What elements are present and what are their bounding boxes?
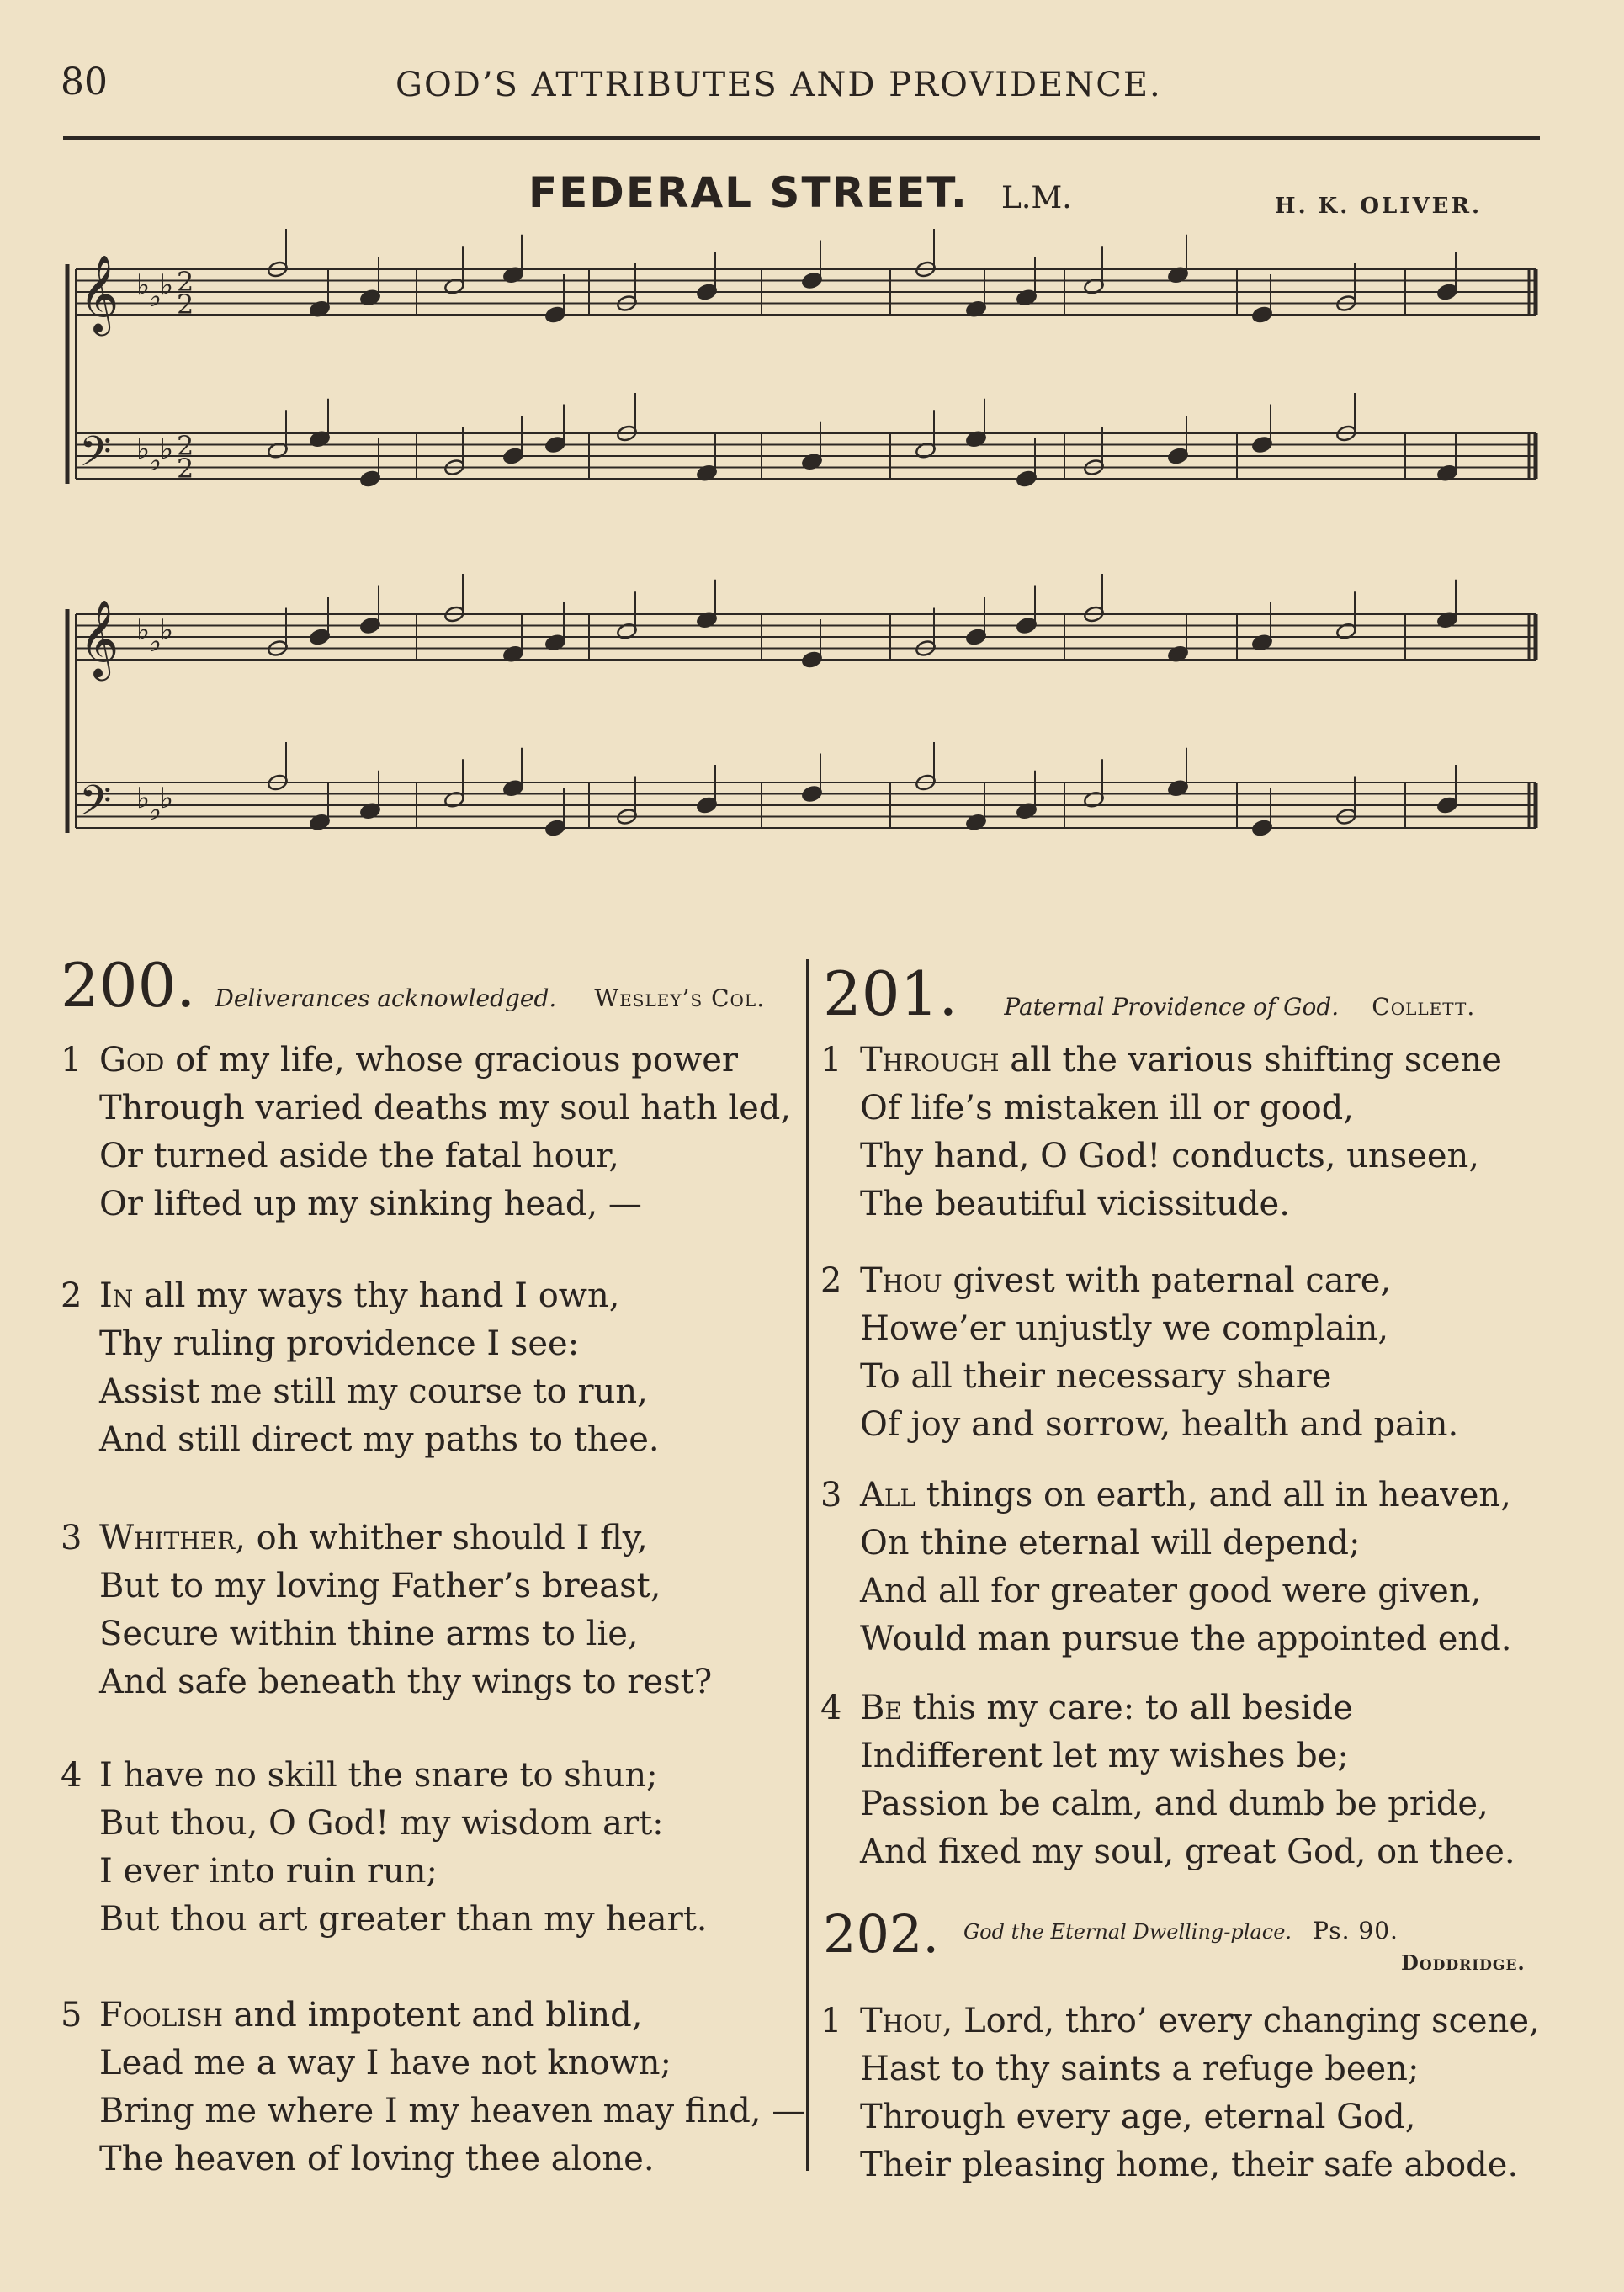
verse-line: Assist me still my course to run, (99, 1372, 648, 1411)
verse-number: 5 (61, 1996, 82, 2035)
running-title: GOD’S ATTRIBUTES AND PROVIDENCE. (395, 66, 1162, 104)
verse-line: On thine eternal will depend; (860, 1524, 1361, 1562)
verse-line: And all for greater good were given, (860, 1572, 1482, 1610)
verse-line: Whither, oh whither should I fly, (99, 1519, 648, 1557)
svg-text:♭: ♭ (148, 793, 162, 827)
svg-text:2: 2 (177, 289, 194, 321)
verse-line: And still direct my paths to thee. (99, 1420, 660, 1459)
verse-line: Bring me where I my heaven may find, — (99, 2092, 806, 2130)
verse-line: Through varied deaths my soul hath led, (99, 1089, 792, 1127)
verse-line: Of joy and sorrow, health and pain. (860, 1405, 1459, 1444)
verse-number: 4 (61, 1756, 82, 1795)
verse-line: And safe beneath thy wings to rest? (99, 1663, 713, 1701)
verse-number: 1 (61, 1041, 82, 1080)
hymn-201-source: Collett. (1372, 993, 1476, 1021)
verse-line: Their pleasing home, their safe abode. (860, 2146, 1519, 2184)
verse-line: But to my loving Father’s breast, (99, 1567, 661, 1605)
svg-text:2: 2 (177, 453, 194, 485)
verse-line: Howe’er unjustly we complain, (860, 1309, 1389, 1348)
svg-text:♭: ♭ (148, 625, 162, 659)
hymn-202-source: Doddridge. (1401, 1950, 1526, 1975)
hymn-201-title: Paternal Providence of God. (1004, 993, 1340, 1021)
svg-text:𝄞: 𝄞 (79, 599, 119, 677)
verse-line: I have no skill the snare to shun; (99, 1756, 658, 1795)
verse-number: 3 (61, 1519, 82, 1557)
hymn-200-number: 200. (61, 950, 196, 1021)
verse-line: All things on earth, and all in heaven, (860, 1476, 1511, 1515)
verse-line: God of my life, whose gracious power (99, 1041, 738, 1080)
svg-text:♭: ♭ (136, 782, 151, 815)
verse-number: 1 (820, 2002, 842, 2040)
svg-text:♭: ♭ (160, 268, 174, 302)
svg-text:𝄢: 𝄢 (79, 777, 112, 836)
svg-text:𝄢: 𝄢 (79, 427, 112, 486)
hymn-202-number: 202. (823, 1903, 940, 1965)
svg-text:♭: ♭ (160, 613, 174, 647)
svg-text:2: 2 (177, 430, 194, 462)
music-score (0, 227, 1624, 883)
verse-line: And fixed my soul, great God, on thee. (860, 1833, 1515, 1871)
verse-line: In all my ways thy hand I own, (99, 1276, 620, 1315)
verse-number: 2 (820, 1261, 842, 1300)
svg-text:2: 2 (177, 266, 194, 298)
verse-line: Thy hand, O God! conducts, unseen, (860, 1137, 1480, 1175)
hymn-200-source: Wesley’s Col. (594, 984, 766, 1012)
hymn-202-title-block (963, 1917, 1398, 1944)
verse-line: Secure within thine arms to lie, (99, 1615, 639, 1653)
verse-line: Passion be calm, and dumb be pride, (860, 1785, 1489, 1823)
verse-number: 4 (820, 1689, 842, 1727)
tune-composer: H. K. OLIVER. (1275, 194, 1483, 219)
svg-text:♭: ♭ (148, 280, 162, 314)
verse-line: Of life’s mistaken ill or good, (860, 1089, 1354, 1127)
verse-number: 2 (61, 1276, 82, 1315)
page-number: 80 (61, 61, 108, 103)
svg-text:♭: ♭ (160, 782, 174, 815)
verse-line: I ever into ruin run; (99, 1852, 438, 1891)
column-rule (806, 959, 809, 2171)
verse-line: Thy ruling providence I see: (99, 1324, 580, 1363)
verse-line: To all their necessary share (860, 1357, 1332, 1396)
verse-line: Thou, Lord, thro’ every changing scene, (860, 2002, 1540, 2040)
svg-text:♭: ♭ (136, 613, 151, 647)
verse-number: 1 (820, 1041, 842, 1080)
verse-line: Lead me a way I have not known; (99, 2044, 671, 2082)
verse-line: But thou, O God! my wisdom art: (99, 1804, 664, 1843)
svg-text:♭: ♭ (136, 268, 151, 302)
verse-line: Indifferent let my wishes be; (860, 1737, 1349, 1775)
hymn-201-number: 201. (823, 958, 958, 1029)
verse-line: Through every age, eternal God, (860, 2098, 1416, 2136)
verse-number: 3 (820, 1476, 842, 1515)
hymn-202-source-line (1401, 1950, 1526, 1975)
verse-line: Thou givest with paternal care, (860, 1261, 1392, 1300)
svg-text:♭: ♭ (160, 432, 174, 466)
svg-text:♭: ♭ (148, 444, 162, 478)
verse-line: Or lifted up my sinking head, — (99, 1185, 642, 1223)
verse-line: Would man pursue the appointed end. (860, 1620, 1512, 1658)
hymn-200-header (61, 950, 766, 1021)
verse-line: Hast to thy saints a refuge been; (860, 2050, 1420, 2088)
hymn-202-title: God the Eternal Dwelling-place. (963, 1920, 1292, 1944)
verse-line: Be this my care: to all beside (860, 1689, 1353, 1727)
verse-line: But thou art greater than my heart. (99, 1900, 708, 1939)
svg-text:𝄞: 𝄞 (79, 254, 119, 332)
hymn-202-header (823, 1903, 940, 1965)
tune-name: FEDERAL STREET. (528, 168, 969, 217)
svg-text:♭: ♭ (136, 432, 151, 466)
verse-line: Or turned aside the fatal hour, (99, 1137, 619, 1175)
verse-line: Foolish and impotent and blind, (99, 1996, 643, 2035)
hymn-200-title: Deliverances acknowledged. (215, 984, 557, 1012)
verse-line: Through all the various shifting scene (860, 1041, 1502, 1080)
hymn-202-reference: Ps. 90. (1313, 1917, 1398, 1944)
verse-line: The heaven of loving thee alone. (99, 2140, 655, 2178)
tune-meter: L.M. (1001, 181, 1072, 215)
header-rule (63, 136, 1540, 140)
verse-line: The beautiful vicissitude. (860, 1185, 1290, 1223)
hymn-201-header (823, 958, 1476, 1029)
